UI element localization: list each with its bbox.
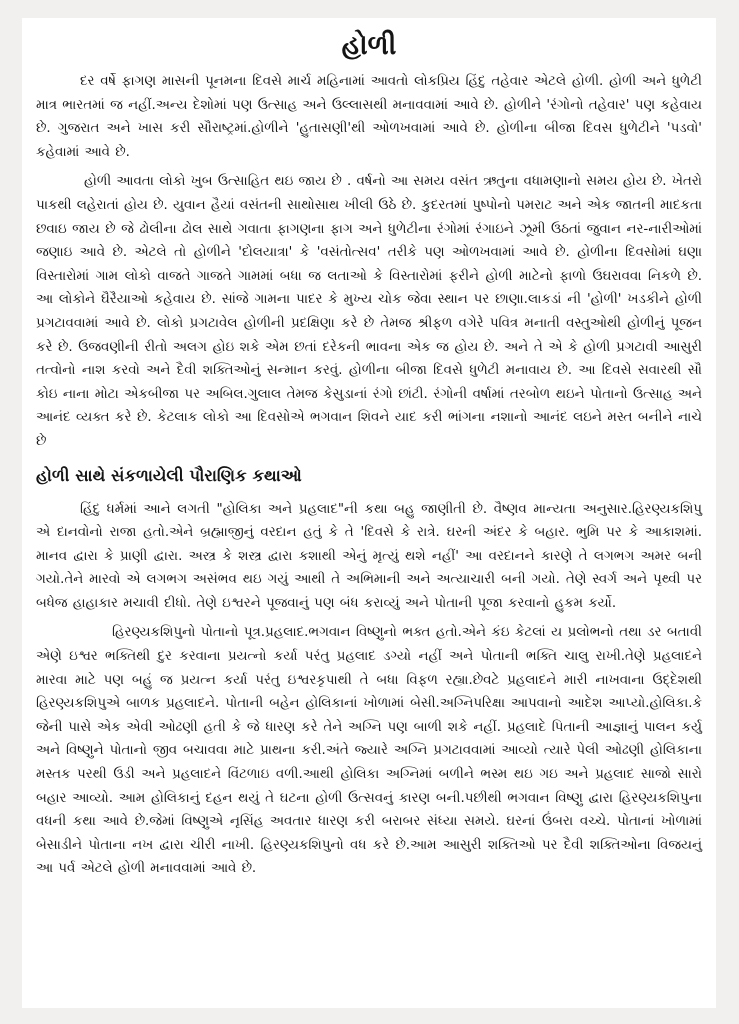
- intro-paragraph: દર વર્ષે ફાગણ માસની પૂનમના દિવસે માર્ચ મહિનામાં આવતો લોકપ્રિય હિંદુ તહેવાર એટલે હોળી. હોળી અને ધુળેટી માત્ર ભારતમાં જ નહીં.અન્ય દેશોમાં પણ ઉત્સાહ અને ઉલ્લાસથી મનાવવામાં આવે છે. હોળીને 'રંગોનો તહેવાર' પણ કહેવાય છે. ગુજરાત અને ખાસ કરી સૌરાષ્ટ્રમાં.હોળીને 'હુતાસણી'થી ઓળખવામાં આવે છે. હોળીના બીજા દિવસ ધુળેટીને 'પડવો' કહેવામાં આવે છે.: [36, 74, 702, 160]
- document-page: [22, 18, 716, 1008]
- legend-paragraph: હિંદુ ધર્મમાં આને લગતી "હોલિકા અને પ્રહલાદ"ની કથા બહુ જાણીતી છે. વૈષ્ણવ માન્યતા અનુસાર.હિરણ્યકશિપુ એ દાનવોનો રાજા હતો.એને બ્રહ્માજીનું વરદાન હતું કે તે 'દિવસે કે રાત્રે. ઘરની અંદર કે બહાર. ભુમિ પર કે આકાશમાં. માનવ દ્વારા કે પ્રાણી દ્વારા. અસ્ત્ર કે શસ્ત્ર દ્વારા કશાથી એનું મૃત્યું થશે નહીં' આ વરદાનને કારણે તે લગભગ અમર બની ગયો.તેને મારવો એ લગભગ અસંભવ થઇ ગયું આથી તે અભિમાની અને અત્યાચારી બની ગયો. તેણે સ્વર્ગ અને પૃથ્વી પર બધેજ હાહાકાર મચાવી દીધો. તેણે ઇશ્વરને પૂજવાનું પણ બંધ કરાવ્યું અને પોતાની પૂજા કરવાનો હુકમ કર્યો.: [36, 501, 702, 611]
- celebration-paragraph: હોળી આવતા લોકો ખુબ ઉત્સાહિત થઇ જાય છે . વર્ષનો આ સમય વસંત ઋતુના વધામણાનો સમય હોય છે. ખેતરો પાકથી લહેરાતાં હોય છે. યુવાન હૈયાં વસંતની સાથોસાથ ખીલી ઉઠે છે. કુદરતમાં પુષ્પોનો પમરાટ અને એક જાતની માદકતા છવાઇ જાય છે જે ઢોલીના ઢોલ સાથે ગવાતા ફાગણના ફાગ અને ધુળેટીના રંગોમાં રંગાઇને ઝૂમી ઉઠતાં જુવાન નર-નારીઓમાં જણાઇ આવે છે. એટલે તો હોળીને 'દોલયાત્રા' કે 'વસંતોત્સવ' તરીકે પણ ઓળખવામાં આવે છે. હોળીના દિવસોમાં ઘણા વિસ્તારોમાં ગામ લોકો વાજતે ગાજતે ગામમાં બધા જ લતાઓ કે વિસ્તારોમાં ફરીને હોળી માટેનો ફાળો ઉઘરાવવા નિકળે છે. આ લોકોને ઘૈરૈયાઓ કહેવાય છે. સાંજે ગામના પાદર કે મુખ્ય ચોક જેવા સ્થાન પર છાણા.લાકડાં ની 'હોળી' ખડકીને હોળી પ્રગટાવવામાં આવે છે. લોકો પ્રગટાવેલ હોળીની પ્રદક્ષિણા કરે છે તેમજ શ્રીફળ વગેરે પવિત્ર મનાતી વસ્તુઓથી હોળીનું પૂજન કરે છે. ઉજવણીની રીતો અલગ હોઇ શકે એમ છતાં દરેકની ભાવના એક જ હોય છે. અને તે એ કે હોળી પ્રગટાવી આસુરી તત્વોનો નાશ કરવો અને દૈવી શક્તિઓનું સન્માન કરવું. હોળીના બીજા દિવસે ધુળેટી મનાવાય છે. આ દિવસે સવારથી સૌ કોઇ નાના મોટા એકબીજા પર અબિલ.ગુલાલ તેમજ કેસુડાનાં રંગો છાંટી. રંગોની વર્ષામાં તરબોળ થઇને પોતાનો ઉત્સાહ અને આનંદ વ્યક્ત કરે છે. કેટલાક લોકો આ દિવસોએ ભગવાન શિવને યાદ કરી ભાંગના નશાનો આનંદ લઇને મસ્ત બનીને નાચે છે: [36, 174, 702, 449]
- section-heading: હોળી સાથે સંકળાયેલી પૌરાણિક કથાઓ: [36, 465, 302, 485]
- prahlad-paragraph: હિરણ્યકશિપુનો પોતાનો પૂત્ર.પ્રહલાદ.ભગવાન વિષ્ણુનો ભક્ત હતો.એને કંઇ કેટલાં ય પ્રલોભનો તથા ડર બતાવી એણે ઇશ્વર ભક્તિથી દુર કરવાના પ્રયત્નો કર્યા પરંતુ પ્રહલાદ ડગ્યો નહીં અને પોતાની ભક્તિ ચાલુ રાખી.તેણે પ્રહલાદને મારવા માટે પણ બહું જ પ્રયત્ન કર્યા પરંતુ ઇશ્વરકૃપાથી તે બધા વિફળ રહ્યા.છેવટે પ્રહલાદને મારી નાખવાના ઉદ્દેશથી હિરણ્યકશિપુએ બાળક પ્રહલાદને. પોતાની બહેન હોલિકાનાં ખોળામાં બેસી.અગ્નિપરિક્ષા આપવાનો આદેશ આપ્યો.હોલિકા.કે જેની પાસે એક એવી ઓઢણી હતી કે જે ધારણ કરે તેને અગ્નિ પણ બાળી શકે નહીં. પ્રહલાદે પિતાની આજ્ઞાનું પાલન કર્યુ અને વિષ્ણુને પોતાનો જીવ બચાવવા માટે પ્રાથના કરી.અંતે જ્યારે અગ્નિ પ્રગટાવવામાં આવ્યો ત્યારે પેલી ઓઢણી હોલિકાના મસ્તક પરથી ઉડી અને પ્રહલાદને વિંટળાઇ વળી.આથી હોલિકા અગ્નિમાં બળીને ભસ્મ થઇ ગઇ અને પ્રહલાદ સાજો સારો બહાર આવ્યો. આમ હોલિકાનું દહન થયું તે ઘટના હોળી ઉત્સવનું કારણ બની.પછીથી ભગવાન વિષ્ણુ દ્વારા હિરણ્યકશિપુના વધની કથા આવે છે.જેમાં વિષ્ણુએ નૃસિંહ અવતાર ધારણ કરી બરાબર સંધ્યા સમયે. ઘરનાં ઉંબરા વચ્ચે. પોતાનાં ખોળામાં બેસાડીને પોતાના નખ દ્વારા ચીરી નાખી. હિરણ્યકશિપુનો વધ કરે છે.આમ આસુરી શક્તિઓ પર દૈવી શક્તિઓના વિજયનું આ પર્વ એટલે હોળી મનાવવામાં આવે છે.: [36, 625, 702, 877]
- page-title: હોળી: [341, 30, 397, 61]
